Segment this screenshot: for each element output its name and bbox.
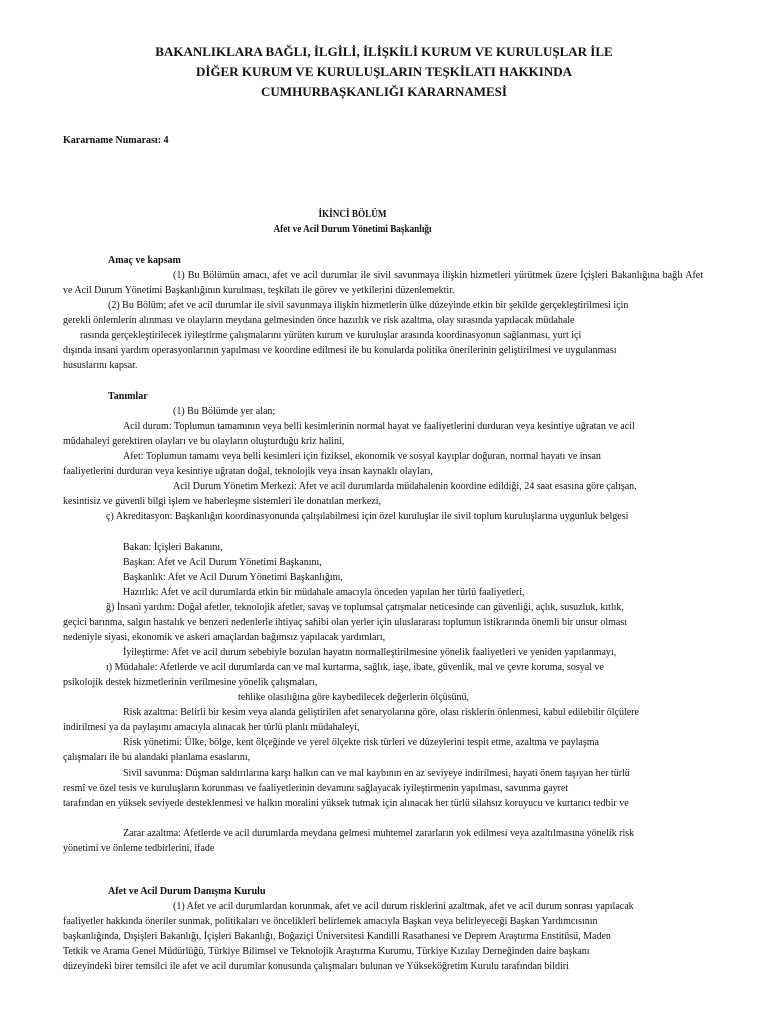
- title-line-3: CUMHURBAŞKANLIĞI KARARNAMESİ: [261, 84, 507, 99]
- def-afet-line-1: Afet: Toplumun tamamı veya belli kesimleri için fiziksel, ekonomik ve sosyal kayıplar doğuran, normal hayatı ve insan: [123, 451, 601, 462]
- council-p1-line-3: başkanlığında, Dışişleri Bakanlığı, İçişleri Bakanlığı, Boğaziçi Üniversitesi Kandilli Rasathanesi ve Deprem Araştırma Enstitüsü, Maden: [63, 931, 611, 942]
- def-bakan: Bakan: İçişleri Bakanını,: [123, 542, 223, 553]
- def-acil-durum-line-2: müdahaleyi gerektiren olayları ve bu olayların oluşturduğu kriz halini,: [63, 436, 345, 447]
- def-risk-yonetimi-line-1: Risk yönetimi: Ülke, bölge, kent ölçeğinde ve yerel ölçekte risk türleri ve düzeylerini tespit etme, azaltma ve paylaşma: [123, 737, 599, 748]
- decree-number: Kararname Numarası: 4: [63, 135, 169, 146]
- purpose-p2-line-5: hususlarını kapsar.: [63, 360, 138, 371]
- def-merkez-line-1: Acil Durum Yönetim Merkezi: Afet ve acil durumlarda müdahalenin koordine edildiği, 24 saat esasına göre çalışan,: [173, 481, 637, 492]
- def-insani-line-3: nedeniyle siyasi, ekonomik ve askeri amaçlardan bağımsız yapılacak yardımları,: [63, 632, 386, 643]
- def-insani-line-2: geçici barınma, salgın hastalık ve benzeri nedenlerle ihtiyaç sahibi olan yerler için uluslararası toplumun istikrarında önemli bir unsur olması: [63, 617, 627, 628]
- def-akreditasyon: ç) Akreditasyon: Başkanlığın koordinasyonunda çalışılabilmesi için özel kuruluşlar ile sivil toplum kuruluşlarına uygunluk belgesi: [106, 511, 629, 522]
- def-zarar-line-2: yönetimi ve önleme tedbirlerini, ifade: [63, 843, 215, 854]
- def-merkez-line-2: kesintisiz ve güvenli bilgi işlem ve haberleşme sistemleri ile donatılan merkezi,: [63, 496, 381, 507]
- purpose-paragraph-1: (1) Bu Bölümün amacı, afet ve acil durumlar ile sivil savunmaya ilişkin hizmetleri yürütmek üzere İçişleri Bakanlığına bağlı Afet ve Acil Durum Yönetimi Başkanlığının kurulması, teşkilatı ile görev ve yetkilerini düzenlemektir.: [63, 270, 703, 296]
- def-iyilestirme: İyileştirme: Afet ve acil durum sebebiyle bozulan hayatın normalleştirilmesine yönelik faaliyetleri ve yeniden yapılanmayı,: [123, 647, 617, 658]
- def-sivil-line-2: resmî ve özel tesis ve kuruluşların korunması ve faaliyetlerinin devamını sağlayacak iyileştirmenin yapılması, savunma gayret: [63, 783, 569, 794]
- def-risk-azaltma-line-2: indirilmesi ya da paylaşımı amacıyla alınacak her türlü planlı müdahaleyi,: [63, 722, 360, 733]
- def-afet-line-2: faaliyetlerini durduran veya kesintiye uğratan doğal, teknolojik veya insan kaynaklı olayları,: [63, 466, 433, 477]
- purpose-p2-line-3: rasında gerçekleştirilecek iyileştirme çalışmalarını yürüten kurum ve kuruluşlar arasında koordinasyonun sağlanması, yurt içi: [80, 330, 582, 341]
- section-heading-council: Afet ve Acil Durum Danışma Kurulu: [108, 886, 266, 897]
- chapter-label: İKİNCİ BÖLÜM: [318, 209, 387, 220]
- def-acil-durum-line-1: Acil durum: Toplumun tamamının veya belli kesimlerinin normal hayat ve faaliyetlerini durduran veya kesintiye uğratan ve acil: [123, 421, 635, 432]
- def-risk-yonetimi-line-2: çalışmaları ile bu alandaki planlama esaslarını,: [63, 752, 251, 763]
- def-sivil-line-1: Sivil savunma: Düşman saldırılarına karşı halkın can ve mal kaybının en az seviyeye indirilmesi, hayati önem taşıyan her türlü: [123, 768, 630, 779]
- def-tehlike: tehlike olasılığına göre kaybedilecek değerlerin ölçüsünü,: [238, 692, 470, 703]
- document-title: [0, 42, 768, 102]
- purpose-p2-line-4: dışında insani yardım operasyonlarının yapılması ve koordine edilmesi ile bu konularda politika önerilerinin geliştirilmesi ve uygulanması: [63, 345, 617, 356]
- def-mudahale-line-2: psikolojik destek hizmetlerinin verilmesine yönelik çalışmaları,: [63, 677, 318, 688]
- title-line-2: DİĞER KURUM VE KURULUŞLARIN TEŞKİLATI HAKKINDA: [196, 64, 572, 79]
- definitions-intro: (1) Bu Bölümde yer alan;: [173, 406, 276, 417]
- def-mudahale-line-1: ı) Müdahale: Afetlerde ve acil durumlarda can ve mal kurtarma, sağlık, iaşe, ibate, güvenlik, mal ve çevre koruma, sosyal ve: [106, 662, 604, 673]
- council-p1-line-5: düzeyindeki birer temsilci ile afet ve acil durumlar konusunda çalışmaları bulunan ve Yükseköğretim Kurulu tarafından bildiri: [63, 961, 569, 972]
- section-heading-purpose: Amaç ve kapsam: [108, 255, 181, 266]
- def-hazirlik: Hazırlık: Afet ve acil durumlarda etkin bir müdahale amacıyla önceden yapılan her türlü faaliyetleri,: [123, 587, 525, 598]
- def-insani-line-1: ğ) İnsani yardım: Doğal afetler, teknolojik afetler, savaş ve toplumsal çatışmalar neticesinde can güvenliği, açlık, susuzluk, kıtlık,: [106, 602, 624, 613]
- def-baskanlik: Başkanlık: Afet ve Acil Durum Yönetimi Başkanlığını,: [123, 572, 343, 583]
- chapter-subtitle: Afet ve Acil Durum Yönetimi Başkanlığı: [273, 224, 432, 235]
- purpose-p2-line-2: gerekli önlemlerin alınması ve olayların meydana gelmesinden önce hazırlık ve risk azaltma, olay sırasında yapılacak müdahale: [63, 315, 575, 326]
- purpose-p2-line-1: (2) Bu Bölüm; afet ve acil durumlar ile sivil savunmaya ilişkin hizmetlerin ülke düzeyinde etkin bir şekilde gerçekleştirilmesi için: [108, 300, 629, 311]
- council-p1-line-1: (1) Afet ve acil durumlardan korunmak, afet ve acil durum risklerini azaltmak, afet ve acil durum sonrası yapılacak: [173, 901, 634, 912]
- def-risk-azaltma-line-1: Risk azaltma: Belirli bir kesim veya alanda geliştirilen afet senaryolarına göre, olası risklerin önlenmesi, kabul edilebilir ölçülere: [123, 707, 639, 718]
- def-baskan: Başkan: Afet ve Acil Durum Yönetimi Başkanını,: [123, 557, 322, 568]
- def-zarar-line-1: Zarar azaltma: Afetlerde ve acil durumlarda meydana gelmesi muhtemel zararların yok edilmesi veya azaltılmasına yönelik risk: [123, 828, 635, 839]
- title-line-1: BAKANLIKLARA BAĞLI, İLGİLİ, İLİŞKİLİ KURUM VE KURULUŞLAR İLE: [155, 44, 613, 59]
- council-p1-line-2: faaliyetler hakkında öneriler sunmak, politikaları ve öncelikleri belirlemek amacıyla Başkan veya belirleyeceği Başkan Yardımcısının: [63, 916, 598, 927]
- section-heading-definitions: Tanımlar: [108, 391, 148, 402]
- council-p1-line-4: Tetkik ve Arama Genel Müdürlüğü, Türkiye Bilimsel ve Teknolojik Araştırma Kurumu, Türkiye Kızılay Derneğinden daire başkanı: [63, 946, 590, 957]
- def-sivil-line-3: tarafından en yüksek seviyede desteklenmesi ve halkın moralini yüksek tutmak için alınacak her türlü silahsız koruyucu ve kurtarıcı tedbir ve: [63, 798, 629, 809]
